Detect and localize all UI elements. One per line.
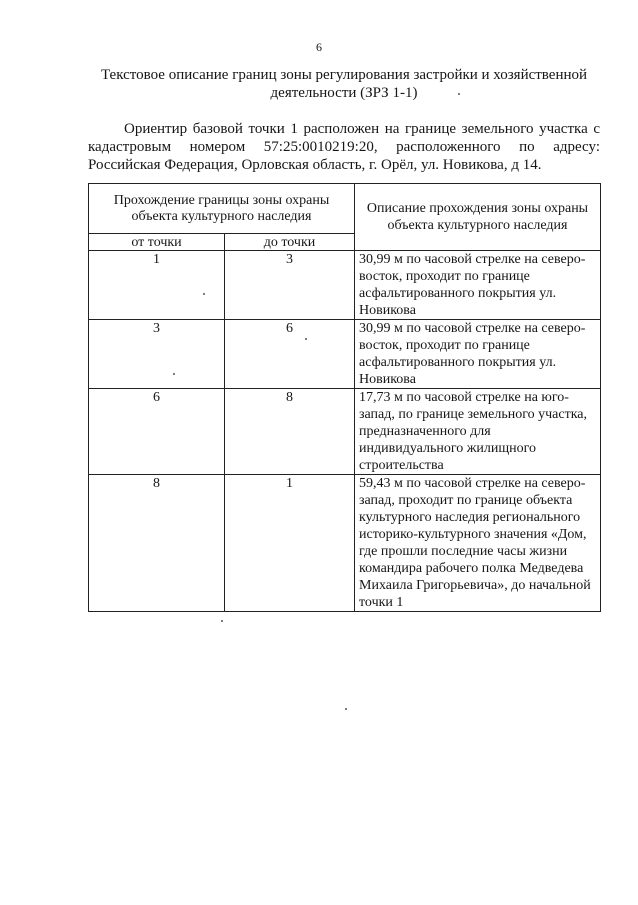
- cell-from-point: 3: [89, 320, 225, 389]
- cell-to-point: 1: [225, 475, 355, 612]
- scan-speck: [221, 620, 223, 622]
- table-row: [89, 475, 601, 612]
- header-from-point: от точки: [89, 234, 225, 251]
- table-row: [89, 320, 601, 389]
- page-number: 6: [316, 40, 322, 54]
- cell-to-point: 3: [225, 251, 355, 320]
- document-title: Текстовое описание границ зоны регулирования застройки и хозяйственной деятельности (ЗРЗ 1-1): [100, 67, 588, 101]
- scan-speck: [203, 293, 205, 295]
- header-to-point: до точки: [225, 234, 355, 251]
- scan-speck: [305, 338, 307, 340]
- scan-speck: [173, 373, 175, 375]
- boundary-table: [88, 183, 601, 612]
- scan-speck: [458, 93, 460, 95]
- table-row: [89, 251, 601, 320]
- cell-to-point: 6: [225, 320, 355, 389]
- scan-speck: [345, 708, 347, 710]
- cell-description: 30,99 м по часовой стрелке на северо-восток, проходит по границе асфальтированного покрытия ул. Новикова: [355, 320, 601, 389]
- table-header-row: [89, 184, 601, 234]
- cell-description: 59,43 м по часовой стрелке на северо-запад, проходит по границе объекта культурного наследия регионального историко-культурного значения «Дом, где прошли последние часы жизни командира рабочего полка Медведева Михаила Григорьевича», до начальной точки 1: [355, 475, 601, 612]
- cell-description: 17,73 м по часовой стрелке на юго-запад, по границе земельного участка, предназначенного для индивидуального жилищного строительства: [355, 389, 601, 475]
- cell-from-point: 6: [89, 389, 225, 475]
- cell-from-point: 1: [89, 251, 225, 320]
- cell-from-point: 8: [89, 475, 225, 612]
- header-boundary-passage: Прохождение границы зоны охраны объекта культурного наследия: [89, 184, 355, 234]
- table-row: [89, 389, 601, 475]
- header-description: Описание прохождения зоны охраны объекта культурного наследия: [355, 184, 601, 251]
- cell-to-point: 8: [225, 389, 355, 475]
- cell-description: 30,99 м по часовой стрелке на северо-восток, проходит по границе асфальтированного покрытия ул. Новикова: [355, 251, 601, 320]
- intro-paragraph: Ориентир базовой точки 1 расположен на границе земельного участка с кадастровым номером 57:25:0010219:20, расположенного по адресу: Российская Федерация, Орловская область, г. Орёл, ул. Новикова, д 14.: [88, 121, 600, 173]
